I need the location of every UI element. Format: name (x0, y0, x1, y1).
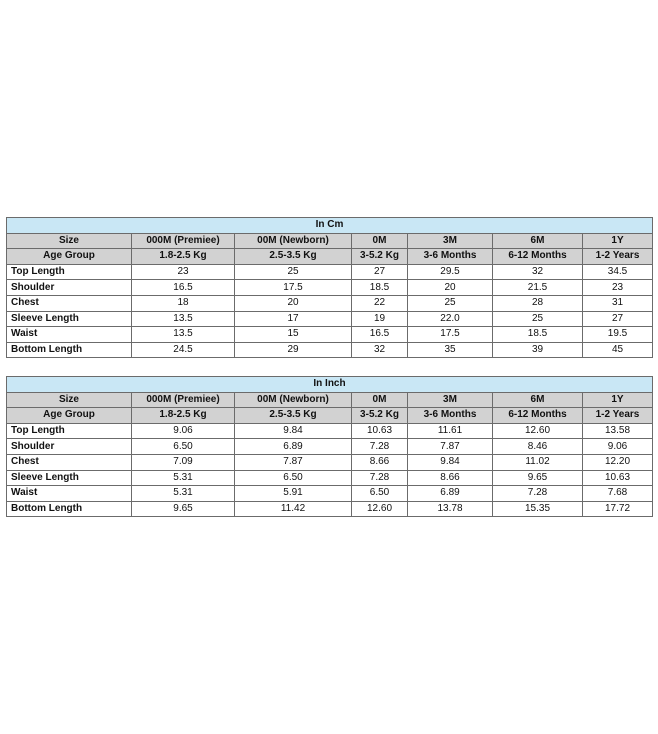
measurement-value: 28 (493, 295, 583, 311)
measurement-value: 31 (583, 295, 653, 311)
measurement-value: 11.42 (235, 501, 352, 517)
measurement-value: 5.31 (132, 486, 235, 502)
measurement-value: 9.65 (493, 470, 583, 486)
measurement-value: 18.5 (352, 280, 408, 296)
measurement-value: 45 (583, 342, 653, 358)
measurement-value: 8.46 (493, 439, 583, 455)
measurement-value: 13.5 (132, 327, 235, 343)
age-group-cell: 1.8-2.5 Kg (132, 249, 235, 265)
age-group-row (7, 249, 653, 265)
age-group-cell: 6-12 Months (493, 408, 583, 424)
measurement-value: 11.02 (493, 454, 583, 470)
row-header-label: Size (7, 233, 132, 249)
measurement-label: Sleeve Length (7, 470, 132, 486)
size-table-inch (6, 376, 653, 517)
size-header-row (7, 233, 653, 249)
measurement-value: 7.28 (352, 439, 408, 455)
age-group-cell: 2.5-3.5 Kg (235, 408, 352, 424)
table-row (7, 423, 653, 439)
age-group-row (7, 408, 653, 424)
measurement-value: 27 (352, 264, 408, 280)
measurement-value: 6.89 (408, 486, 493, 502)
measurement-value: 18.5 (493, 327, 583, 343)
column-header: 0M (352, 233, 408, 249)
measurement-value: 34.5 (583, 264, 653, 280)
table-caption-row (7, 218, 653, 234)
age-group-cell: 1.8-2.5 Kg (132, 408, 235, 424)
measurement-value: 9.84 (235, 423, 352, 439)
age-group-cell: 3-6 Months (408, 249, 493, 265)
measurement-value: 25 (493, 311, 583, 327)
row-header-label: Size (7, 392, 132, 408)
table-row (7, 486, 653, 502)
measurement-value: 15 (235, 327, 352, 343)
measurement-label: Top Length (7, 423, 132, 439)
measurement-value: 32 (493, 264, 583, 280)
measurement-value: 19.5 (583, 327, 653, 343)
table-row (7, 454, 653, 470)
measurement-value: 13.78 (408, 501, 493, 517)
measurement-value: 8.66 (408, 470, 493, 486)
column-header: 000M (Premiee) (132, 392, 235, 408)
table-row (7, 295, 653, 311)
measurement-value: 6.50 (352, 486, 408, 502)
measurement-value: 17.5 (408, 327, 493, 343)
size-table-body (7, 218, 653, 358)
measurement-value: 32 (352, 342, 408, 358)
measurement-value: 12.20 (583, 454, 653, 470)
column-header: 1Y (583, 233, 653, 249)
measurement-value: 29.5 (408, 264, 493, 280)
column-header: 000M (Premiee) (132, 233, 235, 249)
measurement-value: 39 (493, 342, 583, 358)
measurement-value: 7.28 (352, 470, 408, 486)
measurement-value: 9.65 (132, 501, 235, 517)
age-group-cell: 3-5.2 Kg (352, 408, 408, 424)
measurement-label: Shoulder (7, 280, 132, 296)
measurement-label: Sleeve Length (7, 311, 132, 327)
measurement-value: 16.5 (132, 280, 235, 296)
measurement-value: 24.5 (132, 342, 235, 358)
table-row (7, 311, 653, 327)
measurement-value: 7.28 (493, 486, 583, 502)
table-row (7, 501, 653, 517)
measurement-label: Chest (7, 454, 132, 470)
measurement-value: 20 (408, 280, 493, 296)
measurement-value: 6.50 (235, 470, 352, 486)
column-header: 00M (Newborn) (235, 392, 352, 408)
measurement-value: 16.5 (352, 327, 408, 343)
measurement-value: 15.35 (493, 501, 583, 517)
measurement-label: Bottom Length (7, 501, 132, 517)
table-row (7, 439, 653, 455)
measurement-value: 22 (352, 295, 408, 311)
table-title: In Inch (7, 377, 653, 393)
column-header: 6M (493, 392, 583, 408)
measurement-value: 13.58 (583, 423, 653, 439)
size-table-body (7, 377, 653, 517)
measurement-value: 17.5 (235, 280, 352, 296)
measurement-label: Waist (7, 486, 132, 502)
measurement-label: Shoulder (7, 439, 132, 455)
measurement-value: 18 (132, 295, 235, 311)
measurement-value: 7.09 (132, 454, 235, 470)
measurement-value: 21.5 (493, 280, 583, 296)
column-header: 3M (408, 233, 493, 249)
age-group-cell: 3-5.2 Kg (352, 249, 408, 265)
measurement-value: 7.87 (235, 454, 352, 470)
column-header: 00M (Newborn) (235, 233, 352, 249)
measurement-value: 12.60 (493, 423, 583, 439)
measurement-value: 17.72 (583, 501, 653, 517)
table-caption-row (7, 377, 653, 393)
measurement-value: 5.31 (132, 470, 235, 486)
column-header: 3M (408, 392, 493, 408)
row-header-label: Age Group (7, 408, 132, 424)
measurement-value: 6.89 (235, 439, 352, 455)
age-group-cell: 1-2 Years (583, 408, 653, 424)
measurement-label: Waist (7, 327, 132, 343)
measurement-value: 17 (235, 311, 352, 327)
measurement-value: 20 (235, 295, 352, 311)
measurement-value: 13.5 (132, 311, 235, 327)
measurement-value: 22.0 (408, 311, 493, 327)
measurement-value: 9.06 (132, 423, 235, 439)
row-header-label: Age Group (7, 249, 132, 265)
measurement-value: 27 (583, 311, 653, 327)
measurement-value: 9.06 (583, 439, 653, 455)
measurement-value: 9.84 (408, 454, 493, 470)
measurement-value: 19 (352, 311, 408, 327)
size-header-row (7, 392, 653, 408)
table-row (7, 264, 653, 280)
measurement-value: 29 (235, 342, 352, 358)
age-group-cell: 3-6 Months (408, 408, 493, 424)
table-row (7, 327, 653, 343)
age-group-cell: 1-2 Years (583, 249, 653, 265)
measurement-value: 10.63 (352, 423, 408, 439)
measurement-value: 11.61 (408, 423, 493, 439)
measurement-value: 8.66 (352, 454, 408, 470)
measurement-value: 5.91 (235, 486, 352, 502)
size-table-cm (6, 217, 653, 358)
table-row (7, 280, 653, 296)
age-group-cell: 2.5-3.5 Kg (235, 249, 352, 265)
table-row (7, 342, 653, 358)
column-header: 1Y (583, 392, 653, 408)
measurement-label: Top Length (7, 264, 132, 280)
measurement-value: 23 (583, 280, 653, 296)
measurement-value: 23 (132, 264, 235, 280)
measurement-value: 7.68 (583, 486, 653, 502)
age-group-cell: 6-12 Months (493, 249, 583, 265)
table-title: In Cm (7, 218, 653, 234)
measurement-value: 12.60 (352, 501, 408, 517)
column-header: 0M (352, 392, 408, 408)
table-row (7, 470, 653, 486)
measurement-value: 7.87 (408, 439, 493, 455)
measurement-value: 6.50 (132, 439, 235, 455)
column-header: 6M (493, 233, 583, 249)
measurement-value: 10.63 (583, 470, 653, 486)
measurement-value: 35 (408, 342, 493, 358)
measurement-label: Bottom Length (7, 342, 132, 358)
measurement-label: Chest (7, 295, 132, 311)
measurement-value: 25 (408, 295, 493, 311)
measurement-value: 25 (235, 264, 352, 280)
